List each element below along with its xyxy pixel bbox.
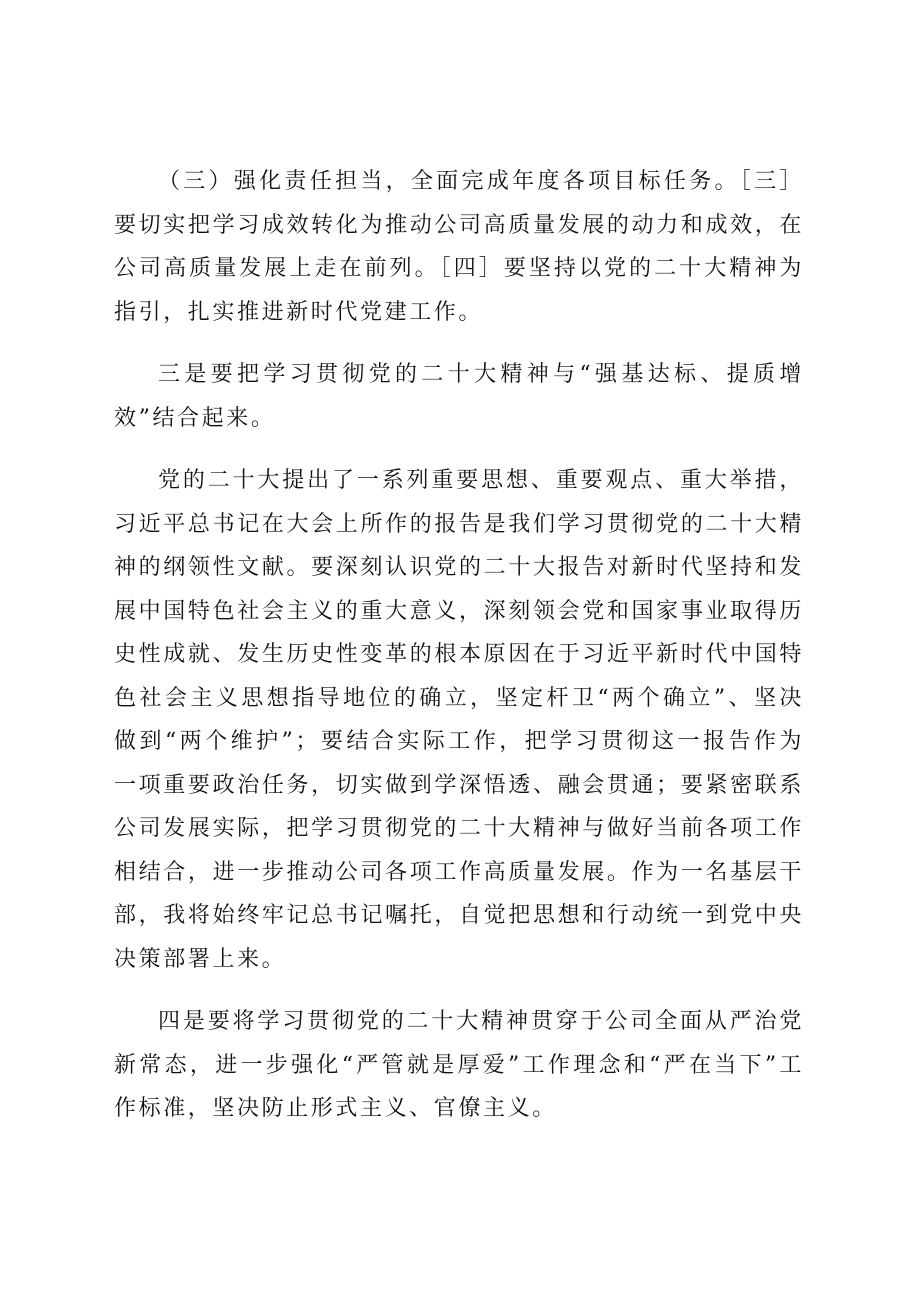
paragraph-point-four: 四是要将学习贯彻党的二十大精神贯穿于公司全面从严治党新常态，进一步强化“严管就是厚爱”工作理念和“严在当下”工作标准，坚决防止形式主义、官僚主义。 [114,1009,804,1121]
paragraph-report-study: 党的二十大提出了一系列重要思想、重要观点、重大举措，习近平总书记在大会上所作的报告是我们学习贯彻党的二十大精神的纲领性文献。要深刻认识党的二十大报告对新时代坚持和发展中国特色社会主义的重大意义，深刻领会党和国家事业取得历史性成就、发生历史性变革的根本原因在于习近平新时代中国特色社会主义思想指导地位的确立，坚定杆卫“两个确立”、坚决做到“两个维护”；要结合实际工作，把学习贯彻这一报告作为一项重要政治任务，切实做到学深悟透、融会贯通；要紧密联系公司发展实际，把学习贯彻党的二十大精神与做好当前各项工作相结合，进一步推动公司各项工作高质量发展。作为一名基层干部，我将始终牢记总书记嘱托，自觉把思想和行动统一到党中央决策部署上来。 [114,468,804,972]
document-body [114,160,804,1150]
paragraph-point-three: 三是要把学习贯彻党的二十大精神与“强基达标、提质增效”结合起来。 [114,362,804,431]
paragraph-section-three: （三）强化责任担当，全面完成年度各项目标任务。［三］要切实把学习成效转化为推动公司高质量发展的动力和成效，在公司高质量发展上走在前列。［四］要坚持以党的二十大精神为指引，扎实推进新时代党建工作。 [114,169,804,325]
